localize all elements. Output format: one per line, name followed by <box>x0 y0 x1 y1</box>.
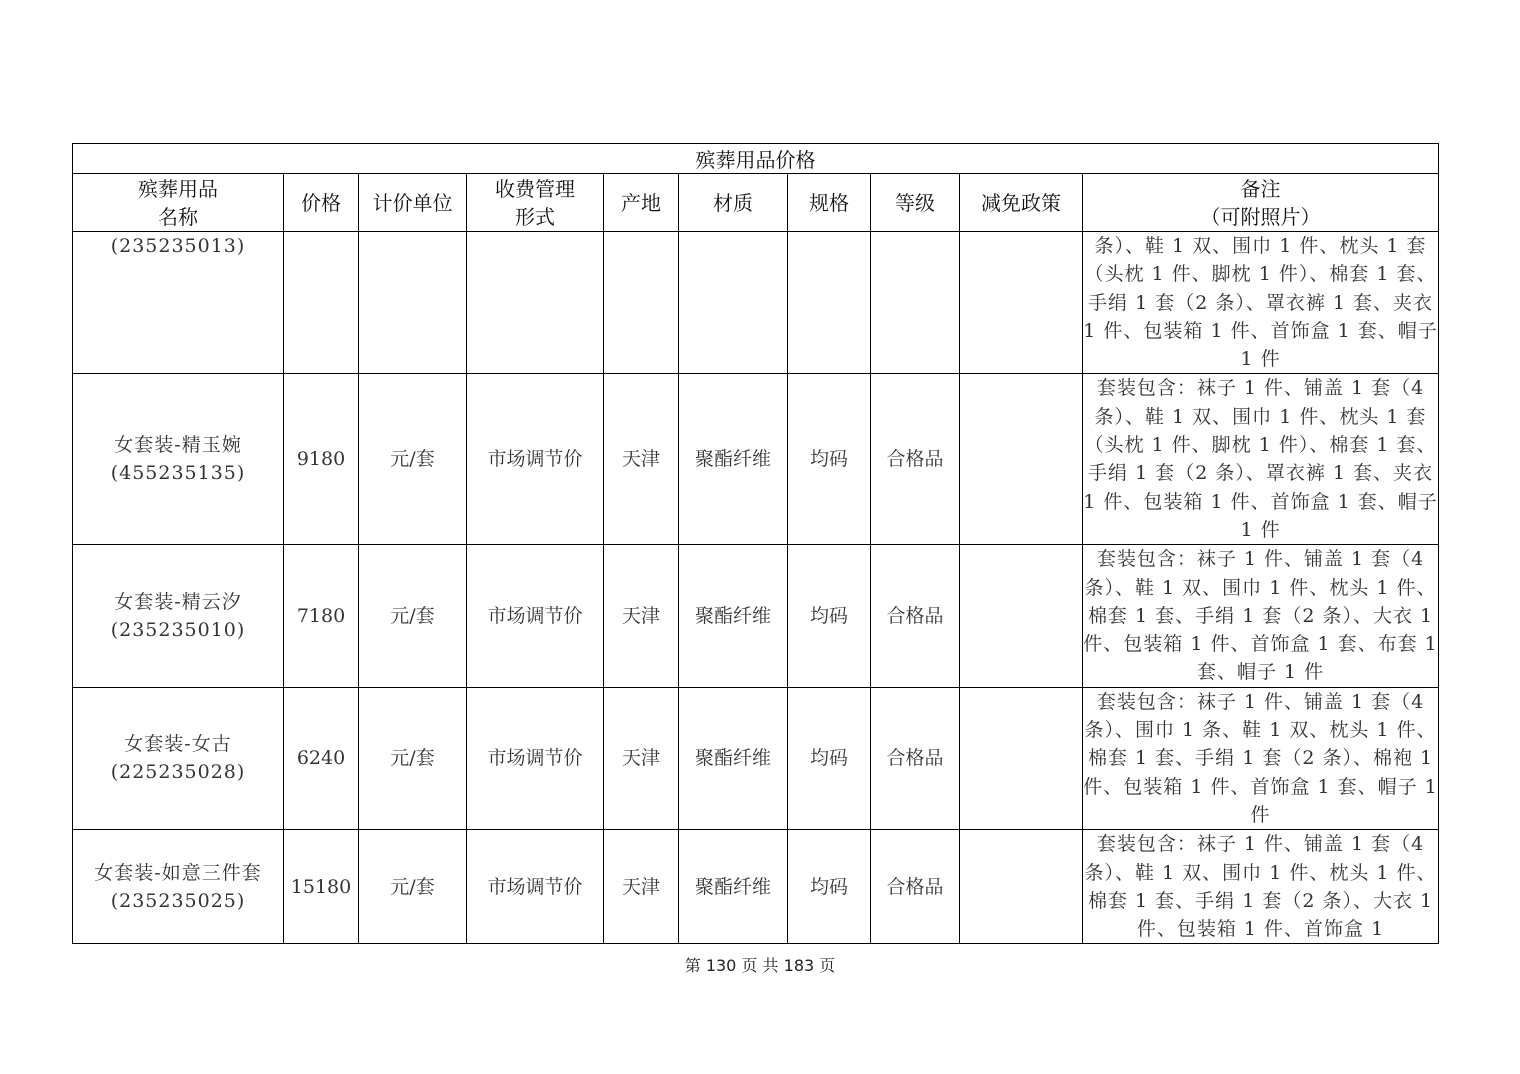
header-name-line2: 名称 <box>158 204 198 229</box>
header-spec: 规格 <box>788 174 871 232</box>
product-name-cell <box>73 232 284 374</box>
note-cell: 套装包含：袜子 1 件、铺盖 1 套（4 条）、鞋 1 双、围巾 1 件、枕头 1 套（头枕 1 件、脚枕 1 件）、棉套 1 套、手绢 1 套（2 条）、罩衣裤 1 套、夹衣 1 件、包装箱 1 件、首饰盒 1 套、帽子 1 件 <box>1083 374 1439 545</box>
unit-cell <box>359 232 467 374</box>
product-code: (455235135) <box>110 462 246 485</box>
unit-cell: 元/套 <box>359 545 467 687</box>
spec-cell: 均码 <box>788 374 871 545</box>
table-row <box>73 830 1439 944</box>
footer-prefix: 第 <box>684 956 701 975</box>
product-code: (235235025) <box>110 889 246 912</box>
header-note-line2: （可附照片） <box>1200 204 1321 229</box>
header-unit: 计价单位 <box>359 174 467 232</box>
unit-cell: 元/套 <box>359 687 467 829</box>
product-name-cell <box>73 545 284 687</box>
page-footer <box>0 953 1520 976</box>
form-cell: 市场调节价 <box>467 830 604 944</box>
material-cell: 聚酯纤维 <box>679 830 788 944</box>
header-price: 价格 <box>284 174 359 232</box>
origin-cell <box>604 232 679 374</box>
grade-cell: 合格品 <box>871 687 960 829</box>
note-cell: 套装包含：袜子 1 件、铺盖 1 套（4 条）、围巾 1 条、鞋 1 双、枕头 1 件、棉套 1 套、手绢 1 套（2 条）、棉袍 1 件、包装箱 1 件、首饰盒 1 套、帽子 1 件 <box>1083 687 1439 829</box>
header-note <box>1083 174 1439 232</box>
note-cell: 套装包含：袜子 1 件、铺盖 1 套（4 条）、鞋 1 双、围巾 1 件、枕头 1 件、棉套 1 套、手绢 1 套（2 条）、大衣 1 件、包装箱 1 件、首饰盒 1 套、布套 1 套、帽子 1 件 <box>1083 545 1439 687</box>
header-name <box>73 174 284 232</box>
policy-cell <box>960 545 1083 687</box>
product-name: 女套装-精云汐 <box>114 590 242 613</box>
product-name-cell <box>73 374 284 545</box>
table-row <box>73 232 1439 374</box>
product-code: (235235013) <box>110 235 246 257</box>
table-row <box>73 687 1439 829</box>
material-cell: 聚酯纤维 <box>679 545 788 687</box>
product-name: 女套装-如意三件套 <box>94 861 262 884</box>
grade-cell: 合格品 <box>871 830 960 944</box>
policy-cell <box>960 374 1083 545</box>
header-name-line1: 殡葬用品 <box>138 176 218 201</box>
material-cell: 聚酯纤维 <box>679 687 788 829</box>
form-cell: 市场调节价 <box>467 545 604 687</box>
policy-cell <box>960 232 1083 374</box>
unit-cell: 元/套 <box>359 374 467 545</box>
policy-cell <box>960 830 1083 944</box>
header-grade: 等级 <box>871 174 960 232</box>
price-table <box>72 143 1439 944</box>
form-cell: 市场调节价 <box>467 687 604 829</box>
price-cell: 7180 <box>284 545 359 687</box>
price-cell: 15180 <box>284 830 359 944</box>
footer-suffix: 页 <box>819 956 836 975</box>
form-cell <box>467 232 604 374</box>
form-cell: 市场调节价 <box>467 374 604 545</box>
material-cell <box>679 232 788 374</box>
origin-cell: 天津 <box>604 374 679 545</box>
product-name: 女套装-精玉婉 <box>114 434 242 457</box>
material-cell: 聚酯纤维 <box>679 374 788 545</box>
spec-cell: 均码 <box>788 545 871 687</box>
spec-cell <box>788 232 871 374</box>
table-row <box>73 545 1439 687</box>
product-name: 女套装-女古 <box>124 733 232 756</box>
header-note-line1: 备注 <box>1240 176 1281 201</box>
policy-cell <box>960 687 1083 829</box>
price-cell <box>284 232 359 374</box>
header-form <box>467 174 604 232</box>
origin-cell: 天津 <box>604 830 679 944</box>
product-name-cell <box>73 830 284 944</box>
origin-cell: 天津 <box>604 687 679 829</box>
header-row <box>73 174 1439 232</box>
product-name-cell <box>73 687 284 829</box>
header-policy: 减免政策 <box>960 174 1083 232</box>
note-cell: 套装包含：袜子 1 件、铺盖 1 套（4 条）、鞋 1 双、围巾 1 件、枕头 1 件、棉套 1 套、手绢 1 套（2 条）、大衣 1 件、包装箱 1 件、首饰盒 1 <box>1083 830 1439 944</box>
product-code: (235235010) <box>110 619 246 641</box>
price-cell: 6240 <box>284 687 359 829</box>
note-cell: 条）、鞋 1 双、围巾 1 件、枕头 1 套（头枕 1 件、脚枕 1 件）、棉套 1 套、手绢 1 套（2 条）、罩衣裤 1 套、夹衣 1 件、包装箱 1 件、首饰盒 1 套、帽子 1 件 <box>1083 232 1439 374</box>
header-material: 材质 <box>679 174 788 232</box>
page-number: 130 <box>705 956 737 975</box>
grade-cell: 合格品 <box>871 545 960 687</box>
table-title: 殡葬用品价格 <box>73 144 1439 174</box>
product-code: (225235028) <box>110 761 246 784</box>
spec-cell: 均码 <box>788 830 871 944</box>
header-form-line1: 收费管理 <box>495 176 575 201</box>
header-origin: 产地 <box>604 174 679 232</box>
grade-cell: 合格品 <box>871 374 960 545</box>
header-form-line2: 形式 <box>515 204 555 229</box>
spec-cell: 均码 <box>788 687 871 829</box>
origin-cell: 天津 <box>604 545 679 687</box>
price-cell: 9180 <box>284 374 359 545</box>
unit-cell: 元/套 <box>359 830 467 944</box>
total-pages: 183 <box>783 956 815 975</box>
grade-cell <box>871 232 960 374</box>
footer-middle: 页 共 <box>741 956 779 975</box>
table-row <box>73 374 1439 545</box>
